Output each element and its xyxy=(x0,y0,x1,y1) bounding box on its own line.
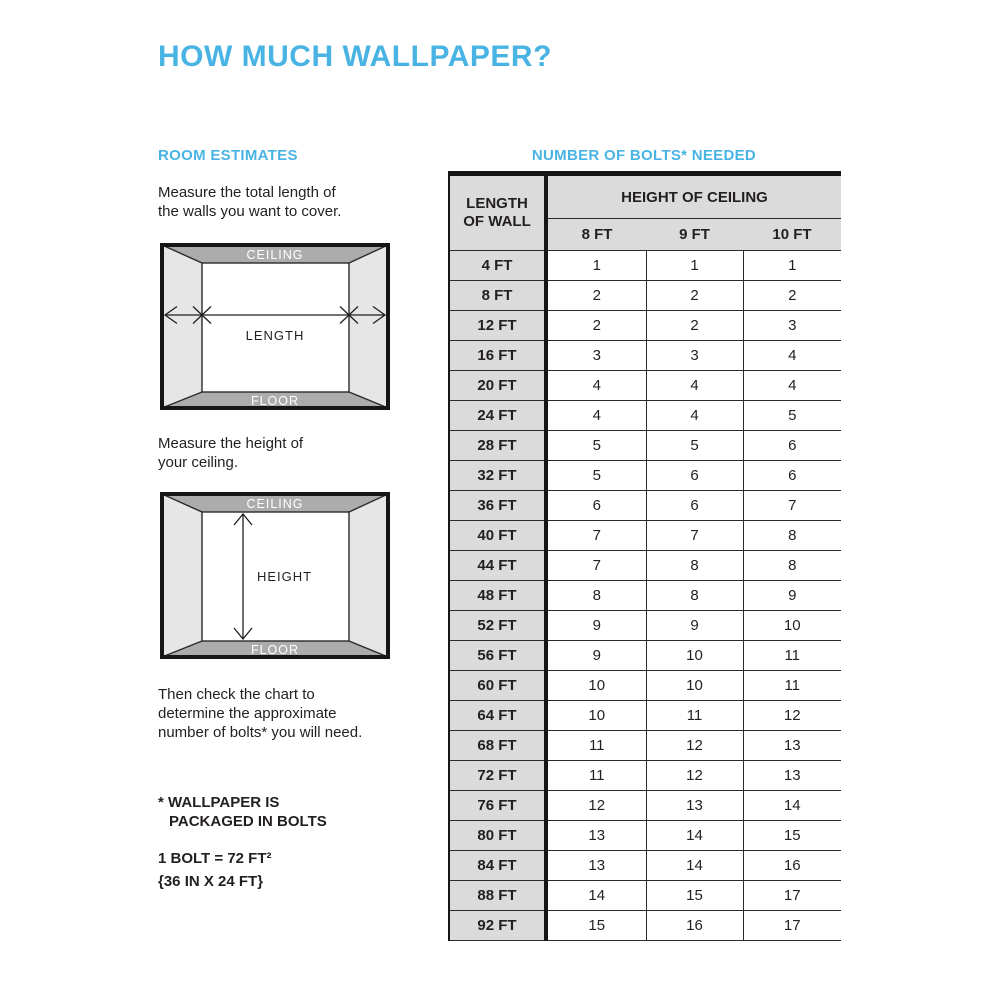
bolt-count-cell: 4 xyxy=(546,401,646,431)
table-row xyxy=(449,671,841,701)
ceiling-label: CEILING xyxy=(246,248,304,262)
col-header-8ft: 8 FT xyxy=(546,219,646,251)
col-header-9ft: 9 FT xyxy=(646,219,743,251)
table-row xyxy=(449,641,841,671)
text-line: your ceiling. xyxy=(158,454,239,471)
bolt-count-cell: 14 xyxy=(646,851,743,881)
bolt-count-cell: 6 xyxy=(546,491,646,521)
bolt-count-cell: 17 xyxy=(743,911,841,941)
footnote-line: PACKAGED IN BOLTS xyxy=(169,813,327,830)
wall-length-cell: 8 FT xyxy=(449,281,546,311)
bolt-count-cell: 9 xyxy=(646,611,743,641)
table-row xyxy=(449,761,841,791)
length-label: LENGTH xyxy=(245,328,305,343)
table-row xyxy=(449,881,841,911)
bolt-dimensions: {36 IN X 24 FT} xyxy=(158,873,264,890)
bolt-count-cell: 13 xyxy=(546,821,646,851)
bolt-count-cell: 13 xyxy=(743,731,841,761)
bolt-count-cell: 3 xyxy=(646,341,743,371)
table-row xyxy=(449,371,841,401)
bolt-count-cell: 12 xyxy=(646,731,743,761)
text-line: determine the approximate xyxy=(158,705,337,722)
bolt-count-cell: 14 xyxy=(546,881,646,911)
text-line: Then check the chart to xyxy=(158,686,315,703)
bolt-count-cell: 12 xyxy=(646,761,743,791)
bolt-count-cell: 9 xyxy=(546,641,646,671)
bolt-count-cell: 14 xyxy=(646,821,743,851)
bolt-count-cell: 11 xyxy=(546,731,646,761)
table-row xyxy=(449,911,841,941)
table-row xyxy=(449,551,841,581)
table-row xyxy=(449,821,841,851)
wall-length-cell: 92 FT xyxy=(449,911,546,941)
wallpaper-bolts-footnote xyxy=(158,793,327,831)
room-estimates-heading: ROOM ESTIMATES xyxy=(158,147,298,164)
bolt-count-cell: 6 xyxy=(743,461,841,491)
table-row xyxy=(449,251,841,281)
table-row xyxy=(449,281,841,311)
bolt-count-cell: 15 xyxy=(546,911,646,941)
wall-length-cell: 4 FT xyxy=(449,251,546,281)
table-row xyxy=(449,611,841,641)
instruction-measure-height xyxy=(158,434,418,472)
wall-length-cell: 68 FT xyxy=(449,731,546,761)
bolt-count-cell: 10 xyxy=(646,671,743,701)
bolt-count-cell: 10 xyxy=(646,641,743,671)
wall-length-cell: 40 FT xyxy=(449,521,546,551)
bolt-count-cell: 12 xyxy=(743,701,841,731)
bolt-count-cell: 4 xyxy=(646,401,743,431)
bolt-count-cell: 7 xyxy=(546,521,646,551)
bolt-count-cell: 6 xyxy=(646,491,743,521)
bolt-count-cell: 1 xyxy=(546,251,646,281)
table-row xyxy=(449,461,841,491)
text-line: the walls you want to cover. xyxy=(158,203,342,220)
table-row xyxy=(449,491,841,521)
bolt-count-cell: 9 xyxy=(546,611,646,641)
bolt-count-cell: 13 xyxy=(546,851,646,881)
bolt-count-cell: 16 xyxy=(646,911,743,941)
bolt-count-cell: 11 xyxy=(546,761,646,791)
bolt-count-cell: 12 xyxy=(546,791,646,821)
bolt-count-cell: 16 xyxy=(743,851,841,881)
bolt-count-cell: 8 xyxy=(546,581,646,611)
bolt-equation: 1 BOLT = 72 FT² xyxy=(158,850,272,867)
bolt-count-cell: 10 xyxy=(546,671,646,701)
bolt-count-cell: 6 xyxy=(743,431,841,461)
right-wall-surface xyxy=(349,245,388,408)
bolt-count-cell: 8 xyxy=(646,581,743,611)
table-row xyxy=(449,701,841,731)
bolts-needed-heading: NUMBER OF BOLTS* NEEDED xyxy=(531,147,757,164)
wall-length-cell: 84 FT xyxy=(449,851,546,881)
bolt-count-cell: 8 xyxy=(646,551,743,581)
wall-length-cell: 28 FT xyxy=(449,431,546,461)
bolt-count-cell: 8 xyxy=(743,551,841,581)
wall-length-cell: 56 FT xyxy=(449,641,546,671)
table-row xyxy=(449,341,841,371)
bolt-count-cell: 2 xyxy=(546,311,646,341)
text-line: number of bolts* you will need. xyxy=(158,724,363,741)
bolt-count-cell: 2 xyxy=(646,281,743,311)
bolt-count-cell: 15 xyxy=(743,821,841,851)
table-row xyxy=(449,431,841,461)
bolt-count-cell: 2 xyxy=(546,281,646,311)
instruction-check-chart xyxy=(158,685,418,742)
bolt-count-cell: 1 xyxy=(743,251,841,281)
height-of-ceiling-header: HEIGHT OF CEILING xyxy=(546,174,841,219)
col-header-10ft: 10 FT xyxy=(743,219,841,251)
left-wall-surface xyxy=(162,245,202,408)
text-line: Measure the total length of xyxy=(158,184,336,201)
wall-length-cell: 12 FT xyxy=(449,311,546,341)
page-title: HOW MUCH WALLPAPER? xyxy=(158,40,552,73)
bolt-count-cell: 7 xyxy=(743,491,841,521)
text-line: Measure the height of xyxy=(158,435,304,452)
table-row xyxy=(449,851,841,881)
bolt-count-cell: 4 xyxy=(646,371,743,401)
floor-label: FLOOR xyxy=(250,643,300,657)
table-header xyxy=(449,174,841,251)
table-row xyxy=(449,311,841,341)
bolt-count-cell: 7 xyxy=(646,521,743,551)
footnote-line: * WALLPAPER IS xyxy=(158,794,280,811)
bolt-count-cell: 11 xyxy=(743,641,841,671)
bolt-count-cell: 14 xyxy=(743,791,841,821)
bolt-count-cell: 5 xyxy=(743,401,841,431)
right-wall-surface xyxy=(349,494,388,657)
wall-length-cell: 20 FT xyxy=(449,371,546,401)
header-line: LENGTH xyxy=(466,195,528,212)
bolt-count-cell: 8 xyxy=(743,521,841,551)
bolt-count-cell: 3 xyxy=(546,341,646,371)
wall-length-cell: 44 FT xyxy=(449,551,546,581)
bolt-count-cell: 17 xyxy=(743,881,841,911)
bolt-count-cell: 4 xyxy=(743,341,841,371)
table-row xyxy=(449,581,841,611)
left-wall-surface xyxy=(162,494,202,657)
room-height-diagram xyxy=(160,492,390,659)
bolt-size-info xyxy=(158,847,272,893)
ceiling-label: CEILING xyxy=(246,497,304,511)
bolt-count-cell: 7 xyxy=(546,551,646,581)
wall-length-cell: 76 FT xyxy=(449,791,546,821)
bolt-count-cell: 9 xyxy=(743,581,841,611)
bolt-count-cell: 4 xyxy=(546,371,646,401)
wall-length-cell: 48 FT xyxy=(449,581,546,611)
length-of-wall-header xyxy=(449,174,546,251)
bolt-count-cell: 2 xyxy=(646,311,743,341)
bolt-count-cell: 1 xyxy=(646,251,743,281)
table-row xyxy=(449,731,841,761)
room-length-diagram xyxy=(160,243,390,410)
table-row xyxy=(449,791,841,821)
wall-length-cell: 32 FT xyxy=(449,461,546,491)
table-row xyxy=(449,401,841,431)
wall-length-cell: 80 FT xyxy=(449,821,546,851)
bolt-count-cell: 5 xyxy=(546,431,646,461)
bolt-count-cell: 6 xyxy=(646,461,743,491)
bolt-count-cell: 13 xyxy=(646,791,743,821)
bolt-count-cell: 11 xyxy=(743,671,841,701)
bolt-count-cell: 10 xyxy=(546,701,646,731)
bolt-count-cell: 3 xyxy=(743,311,841,341)
wall-length-cell: 64 FT xyxy=(449,701,546,731)
bolt-count-cell: 11 xyxy=(646,701,743,731)
bolt-count-cell: 4 xyxy=(743,371,841,401)
height-label: HEIGHT xyxy=(257,569,313,584)
bolts-needed-table xyxy=(448,171,841,941)
wall-length-cell: 52 FT xyxy=(449,611,546,641)
floor-label: FLOOR xyxy=(250,394,300,408)
table-row xyxy=(449,521,841,551)
wall-length-cell: 60 FT xyxy=(449,671,546,701)
bolt-count-cell: 5 xyxy=(646,431,743,461)
bolt-count-cell: 10 xyxy=(743,611,841,641)
header-line: OF WALL xyxy=(463,213,531,230)
wall-length-cell: 16 FT xyxy=(449,341,546,371)
bolt-count-cell: 13 xyxy=(743,761,841,791)
bolt-count-cell: 2 xyxy=(743,281,841,311)
table-body xyxy=(449,251,841,941)
wall-length-cell: 24 FT xyxy=(449,401,546,431)
wall-length-cell: 36 FT xyxy=(449,491,546,521)
instruction-measure-length xyxy=(158,183,418,221)
wall-length-cell: 72 FT xyxy=(449,761,546,791)
bolt-count-cell: 15 xyxy=(646,881,743,911)
bolt-count-cell: 5 xyxy=(546,461,646,491)
wall-length-cell: 88 FT xyxy=(449,881,546,911)
